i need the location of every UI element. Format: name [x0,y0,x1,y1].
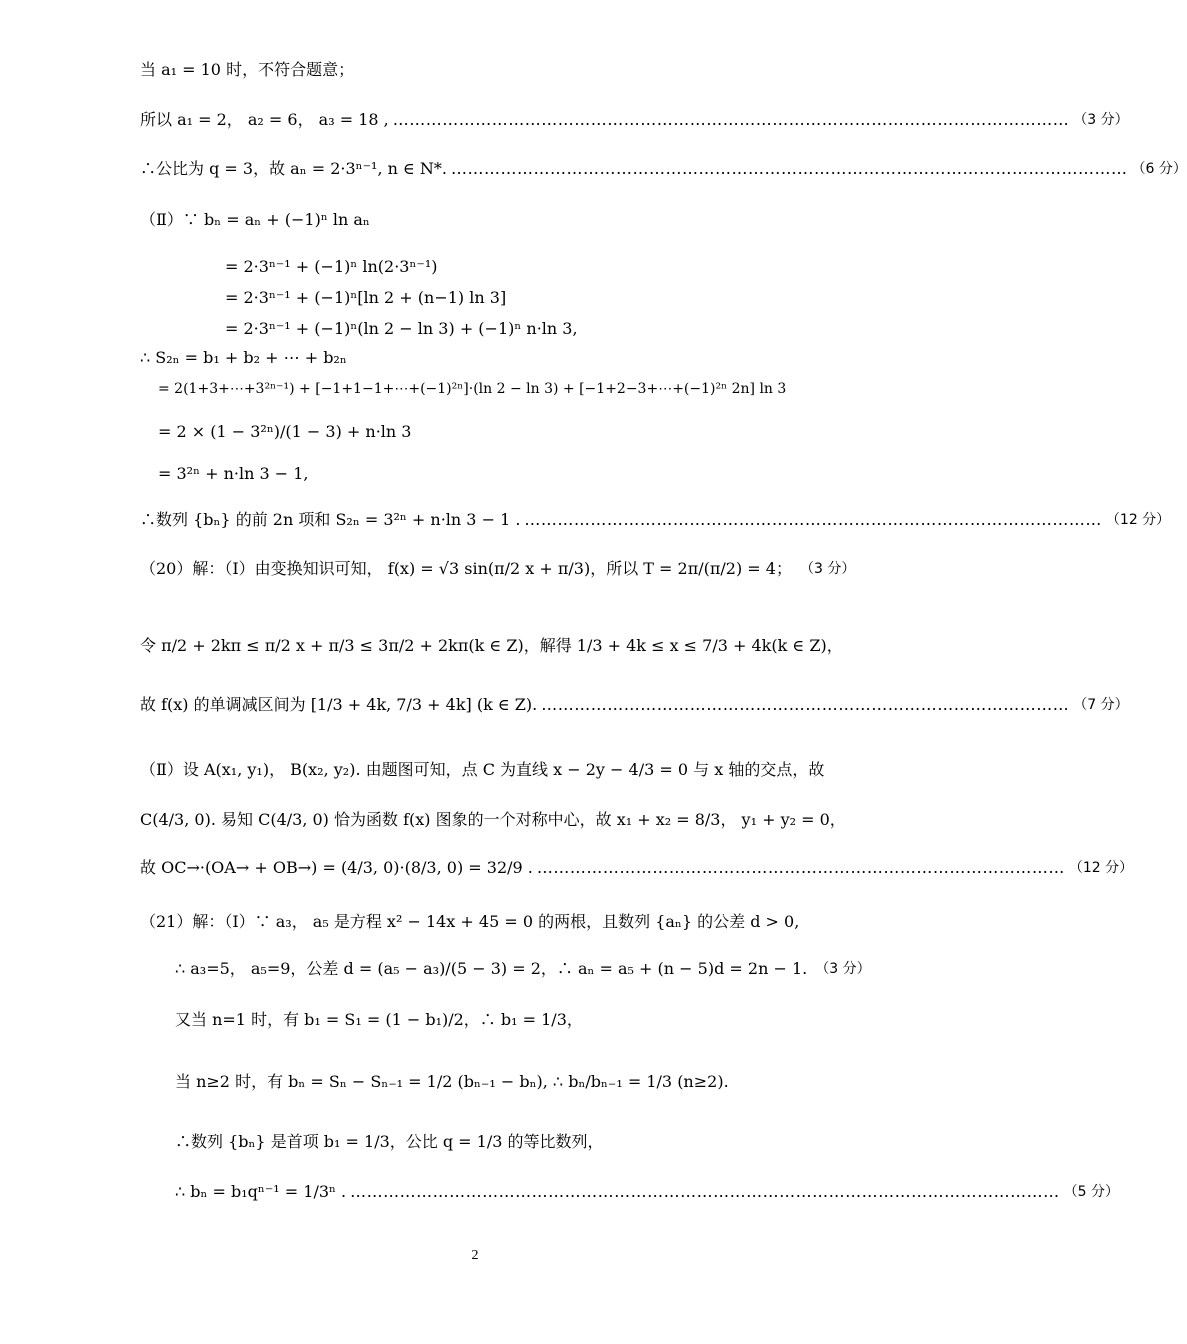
line-text: ∴公比为 q = 3，故 aₙ = 2·3ⁿ⁻¹, n ∈ N*. [140,159,448,178]
score-mark: （12 分） [1068,860,1134,876]
score-mark: （5 分） [1063,1184,1119,1200]
solution-line [175,1130,850,1154]
line-text: （21）解：（Ⅰ）∵ a₃， a₅ 是方程 x² − 14x + 45 = 0 的两根，且数列 {aₙ} 的公差 d > 0, [140,912,800,931]
derivation-line [225,255,900,279]
line-text: 故 OC→·(OA→ + OB→) = (4/3, 0)·(8/3, 0) = 32/9 . [140,858,533,877]
solution-line [175,1008,850,1032]
line-text: （Ⅱ）设 A(x₁, y₁)， B(x₂, y₂). 由题图可知，点 C 为直线 x − 2y − 4/3 = 0 与 x 轴的交点，故 [140,760,825,779]
page-number: 2 [471,1248,479,1263]
solution-line [140,634,843,658]
leader-dots: …………………………………………………………………………………… [536,858,1065,877]
line-text: 所以 a₁ = 2， a₂ = 6， a₃ = 18 , [140,110,389,129]
solution-line [140,808,846,832]
leader-dots: …………………………………………………………………………………………………………… [392,110,1070,129]
line-text: = 2·3ⁿ⁻¹ + (−1)ⁿ[ln 2 + (n−1) ln 3] [225,288,507,307]
solution-line [140,508,1171,532]
derivation-line [158,420,833,444]
line-text: ∴ a₃=5， a₅=9，公差 d = (a₅ − a₃)/(5 − 3) = 2，∴ aₙ = a₅ + (n − 5)d = 2n − 1. [175,959,808,978]
leader-dots: …………………………………………………………………………………… [541,695,1070,714]
line-text: = 2(1+3+⋯+3²ⁿ⁻¹) + [−1+1−1+⋯+(−1)²ⁿ]·(ln 2 − ln 3) + [−1+2−3+⋯+(−1)²ⁿ 2n] ln 3 [158,381,787,397]
line-text: ∴数列 {bₙ} 的前 2n 项和 S₂ₙ = 3²ⁿ + n·ln 3 − 1 . [140,510,521,529]
solution-line [175,1070,850,1094]
solution-line [175,1180,1119,1204]
derivation-line [225,286,900,310]
leader-dots: …………………………………………………………………………………………………………… [451,159,1128,178]
solution-line [140,157,1187,181]
line-text: = 2·3ⁿ⁻¹ + (−1)ⁿ(ln 2 − ln 3) + (−1)ⁿ n·ln 3, [225,319,578,338]
line-text: ∴ S₂ₙ = b₁ + b₂ + ⋯ + b₂ₙ [140,348,347,367]
line-text: 令 π/2 + 2kπ ≤ π/2 x + π/3 ≤ 3π/2 + 2kπ(k ∈ Z)，解得 1/3 + 4k ≤ x ≤ 7/3 + 4k(k ∈ Z)， [140,636,843,655]
leader-dots: …………………………………………………………………………………………… [524,510,1102,529]
line-text: C(4/3, 0). 易知 C(4/3, 0) 恰为函数 f(x) 图象的一个对称中心，故 x₁ + x₂ = 8/3， y₁ + y₂ = 0， [140,810,846,829]
derivation-line [158,377,898,401]
score-mark: （3 分） [815,961,871,977]
line-text: 当 n≥2 时，有 bₙ = Sₙ − Sₙ₋₁ = 1/2 (bₙ₋₁ − bₙ), ∴ bₙ/bₙ₋₁ = 1/3 (n≥2). [175,1072,729,1091]
score-mark: （6 分） [1131,161,1187,177]
line-text: （20）解：（Ⅰ）由变换知识可知， f(x) = √3 sin(π/2 x + π/3)，所以 T = 2π/(π/2) = 4； [140,559,792,578]
line-text: = 2 × (1 − 3²ⁿ)/(1 − 3) + n·ln 3 [158,422,412,441]
line-text: 故 f(x) 的单调减区间为 [1/3 + 4k, 7/3 + 4k] (k ∈ Z). [140,695,538,714]
line-text: （Ⅱ）∵ bₙ = aₙ + (−1)ⁿ ln aₙ [140,210,370,229]
solution-line [140,58,815,82]
line-text: = 2·3ⁿ⁻¹ + (−1)ⁿ ln(2·3ⁿ⁻¹) [225,257,438,276]
solution-line [140,108,1129,132]
line-text: ∴ bₙ = b₁qⁿ⁻¹ = 1/3ⁿ . [175,1182,347,1201]
line-text: 又当 n=1 时，有 b₁ = S₁ = (1 − b₁)/2，∴ b₁ = 1/3， [175,1010,583,1029]
line-text: ∴数列 {bₙ} 是首项 b₁ = 1/3，公比 q = 1/3 的等比数列， [175,1132,604,1151]
solution-line [140,758,825,782]
score-mark: （7 分） [1073,697,1129,713]
score-mark: （12 分） [1105,512,1171,528]
derivation-line [225,317,900,341]
derivation-line [140,346,815,370]
line-text: = 3²ⁿ + n·ln 3 − 1, [158,464,309,483]
solution-line [175,957,871,981]
leader-dots: ………………………………………………………………………………………………………………… [350,1182,1060,1201]
solution-line [140,910,815,934]
score-mark: （3 分） [1073,112,1129,128]
solution-line [140,208,815,232]
derivation-line [158,462,833,486]
score-mark: （3 分） [799,561,856,577]
solution-line [140,693,1129,717]
solution-line [140,856,1134,880]
line-text: 当 a₁ = 10 时，不符合题意； [140,60,355,79]
solution-line [140,557,856,581]
